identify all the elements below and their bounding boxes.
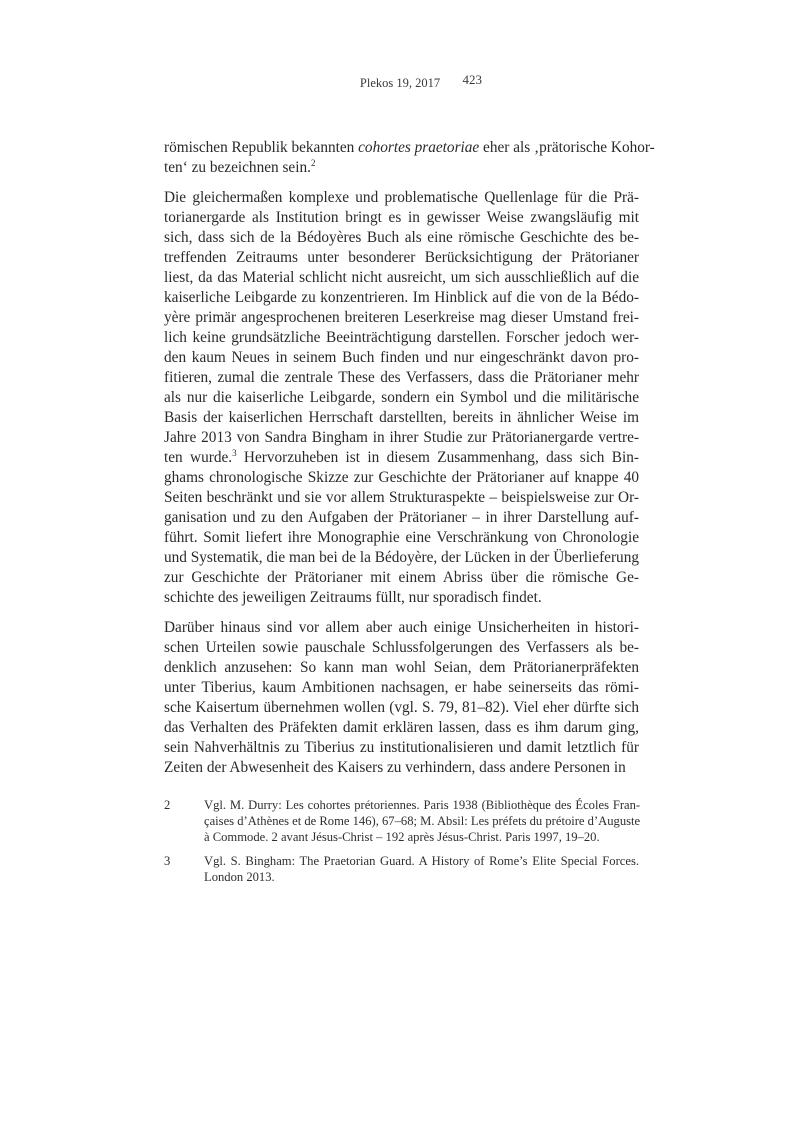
footnote-line: Vgl. S. Bingham: The Praetorian Guard. A History of Rome’s Elite Special Forces. — [204, 854, 639, 868]
footnote-number: 3 — [164, 854, 171, 868]
text-line: ten wurde.$^3$ Hervorzuheben ist in diesem Zusammenhang, dass sich Bin- — [164, 447, 639, 466]
text-line: yère primär angesprochenen breiteren Leserkreise mag dieser Umstand frei- — [164, 309, 639, 326]
text-line: sein Nahverhältnis zu Tiberius zu institutionalisieren und damit letztlich für — [164, 739, 639, 756]
paragraph — [164, 188, 639, 608]
text-line: führt. Somit liefert ihre Monographie eine Verschränkung von Chronologie — [164, 529, 639, 546]
paragraph — [164, 138, 655, 178]
footnote-line: London 2013. — [204, 870, 275, 884]
text-line: den kaum Neues in seinem Buch finden und nur eingeschränkt davon pro- — [164, 349, 639, 366]
footnote-text — [204, 853, 639, 885]
text-line: Zeiten der Abwesenheit des Kaisers zu verhindern, dass andere Personen in — [164, 759, 626, 776]
footnote-number: 2 — [164, 798, 171, 812]
text-line: kaiserliche Leibgarde zu konzentrieren. Im Hinblick auf die von de la Bédo- — [164, 289, 639, 306]
footnote — [164, 853, 639, 885]
text-line: und Systematik, die man bei de la Bédoyère, der Lücken in der Überlieferung — [164, 549, 639, 566]
page-number: 423 — [462, 72, 482, 87]
text-line: das Verhalten des Präfekten damit erklären lassen, dass es ihm darum ging, — [164, 719, 639, 736]
footnote-line: çaises d’Athènes et de Rome 146), 67–68; M. Absil: Les préfets du prétoire d’Auguste — [204, 814, 641, 828]
footnote-line: à Commode. 2 avant Jésus-Christ – 192 après Jésus-Christ. Paris 1997, 19–20. — [204, 830, 600, 844]
journal-title: Plekos 19, 2017 — [359, 76, 441, 90]
text-line: ghams chronologische Skizze zur Geschichte der Prätorianer auf knappe 40 — [164, 469, 639, 486]
text-line: sche Kaisertum übernehmen wollen (vgl. S. 79, 81–82). Viel eher dürfte sich — [164, 699, 639, 716]
text-line: unter Tiberius, kaum Ambitionen nachsagen, er habe seinerseits das römi- — [164, 679, 639, 696]
paragraph — [164, 618, 639, 778]
text-line: Darüber hinaus sind vor allem aber auch einige Unsicherheiten in histori- — [164, 619, 639, 636]
body-text — [164, 138, 655, 788]
text-line: als nur die kaiserliche Leibgarde, sondern ein Symbol und die militärische — [164, 389, 639, 406]
text-line: Jahre 2013 von Sandra Bingham in ihrer Studie zur Prätorianergarde vertre- — [164, 429, 639, 446]
text-line: Basis der kaiserlichen Herrschaft darstellten, bereits in ähnlicher Weise im — [164, 409, 639, 426]
text-line: denklich anzusehen: So kann man wohl Seian, dem Prätorianerpräfekten — [164, 659, 639, 676]
text-line: torianergarde als Institution bringt es in gewisser Weise zwangsläufig mit — [164, 209, 639, 226]
text-line: fitieren, zumal die zentrale These des Verfassers, dass die Prätorianer mehr — [164, 369, 639, 386]
footnote — [164, 797, 639, 845]
text-line: schen Urteilen sowie pauschale Schlussfolgerungen des Verfassers als be- — [164, 639, 639, 656]
running-head — [0, 72, 800, 96]
text-line: liest, da das Material schlicht nicht ausreicht, um sich ausschließlich auf die — [164, 269, 639, 286]
text-line: treffenden Zeitraums unter besonderer Berücksichtigung der Prätorianer — [164, 249, 639, 266]
text-line: ganisation und zu den Aufgaben der Prätorianer – in ihrer Darstellung auf- — [164, 509, 639, 526]
footnote-line: Vgl. M. Durry: Les cohortes prétoriennes. Paris 1938 (Bibliothèque des Écoles Fran- — [204, 798, 641, 812]
italic-term: cohortes praetoriae — [358, 139, 480, 156]
text-line: Die gleichermaßen komplexe und problematische Quellenlage für die Prä- — [164, 189, 639, 206]
footnote-text — [204, 797, 640, 845]
footnote-reference[interactable]: 2 — [310, 157, 316, 168]
footnotes — [164, 797, 639, 893]
text-line: schichte des jeweiligen Zeitraums füllt, nur sporadisch findet. — [164, 589, 542, 606]
text-line: ten‘ zu bezeichnen sein.$^2$ — [164, 157, 316, 176]
text-line: zur Geschichte der Prätorianer mit einem Abriss über die römische Ge- — [164, 569, 639, 586]
text-line: lich keine grundsätzliche Beeinträchtigung darstellen. Forscher jedoch wer- — [164, 329, 639, 346]
footnote-reference[interactable]: 3 — [232, 447, 237, 458]
text-line: Seiten beschränkt und sie vor allem Strukturaspekte – beispielsweise zur Or- — [164, 489, 639, 506]
text-line: sich, dass sich de la Bédoyères Buch als eine römische Geschichte des be- — [164, 229, 639, 246]
text-line: römischen Republik bekannten cohortes praetoriae eher als ‚prätorische Kohor- — [164, 139, 655, 156]
